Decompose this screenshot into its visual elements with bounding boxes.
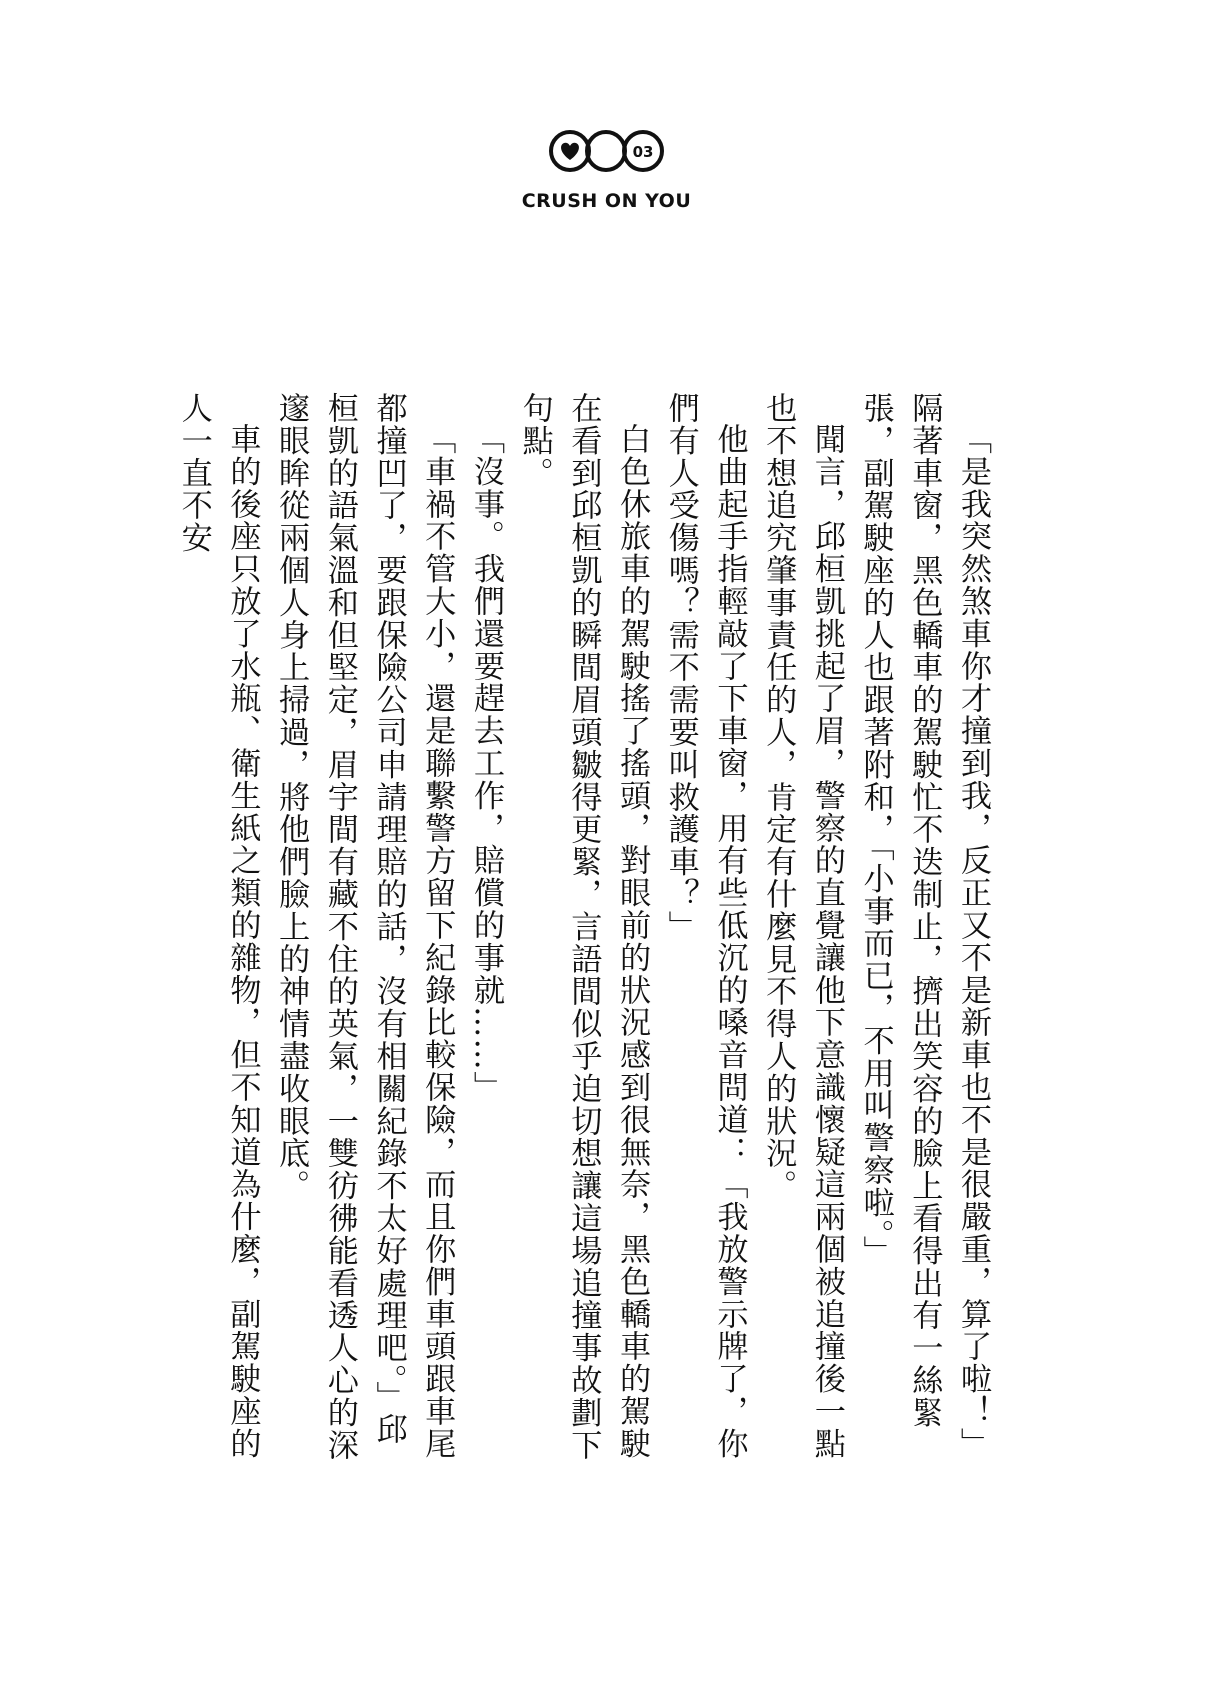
series-title: CRUSH ON YOU	[521, 190, 692, 212]
paragraph: 「是我突然煞車你才撞到我，反正又不是新車也不是很嚴重，算了啦！」隔著車窗，黑色轎車的駕駛忙不迭制止，擠出笑容的臉上看得出有一絲緊張，副駕駛座的人也跟著附和，「小事而已，不用叫警察啦。」	[857, 392, 991, 1460]
paragraph: 聞言，邱桓凱挑起了眉，警察的直覺讓他下意識懷疑這兩個被追撞後一點也不想追究肇事責任的人，肯定有什麼見不得人的狀況。	[760, 392, 845, 1460]
series-logo	[548, 128, 665, 174]
paragraph: 白色休旅車的駕駛搖了搖頭，對眼前的狀況感到很無奈，黑色轎車的駕駛在看到邱桓凱的瞬間眉頭皺得更緊，言語間似乎迫切想讓這場追撞事故劃下句點。	[516, 392, 651, 1462]
paragraph: 「車禍不管大小，還是聯繫警方留下紀錄比較保險，而且你們車頭跟車尾都撞凹了，要跟保險公司申請理賠的話，沒有相關紀錄不太好處理吧。」邱桓凱的語氣溫和但堅定，眉宇間有藏不住的英氣，一雙彷彿能看透人心的深邃眼眸從兩個人身上掃過，將他們臉上的神情盡收眼底。	[273, 392, 456, 1462]
logo-number: 03	[632, 143, 654, 161]
paragraph: 車的後座只放了水瓶、衛生紙之類的雜物，但不知道為什麼，副駕駛座的人一直不安	[175, 392, 261, 1460]
logo-circle-empty	[587, 132, 625, 170]
paragraph: 「沒事。我們還要趕去工作，賠償的事就……」	[467, 423, 504, 1104]
paragraph: 他曲起手指輕敲了下車窗，用有些低沉的嗓音問道：「我放警示牌了，你們有人受傷嗎？需不需要叫救護車？」	[662, 392, 748, 1460]
heart-icon	[561, 143, 579, 160]
page-header	[0, 128, 1213, 218]
body-text	[169, 392, 997, 1472]
